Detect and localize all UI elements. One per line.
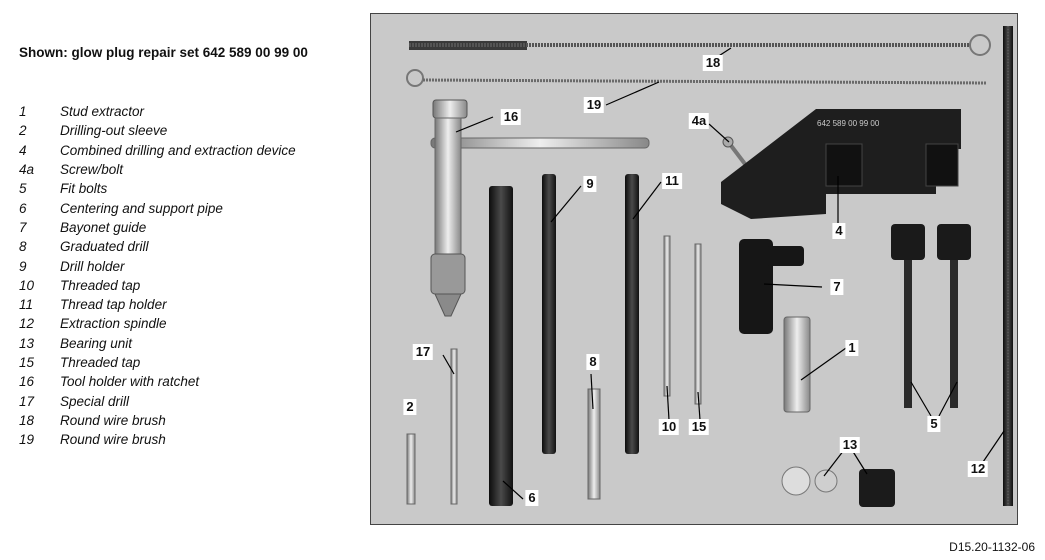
legend-item [19, 121, 296, 140]
drilling-out-sleeve-2 [407, 434, 415, 504]
legend-item [19, 430, 296, 449]
legend-item-label: Bearing unit [60, 335, 133, 351]
stud-extractor-1 [784, 317, 810, 412]
legend-item-label: Threaded tap [60, 355, 141, 370]
round-wire-brush-18 [409, 35, 990, 55]
callout-11: 11 [662, 173, 682, 189]
document-code: D15.20-1132-06 [949, 540, 1035, 554]
legend-item-number: 11 [19, 297, 34, 313]
callout-10: 10 [659, 419, 679, 435]
callout-8: 8 [586, 354, 599, 370]
part-stamp: 642 589 00 99 00 [817, 119, 880, 128]
legend-item [19, 198, 296, 217]
legend-item-label: Graduated drill [60, 239, 149, 255]
legend-item-label: Drill holder [60, 258, 125, 274]
legend-item [19, 256, 296, 275]
threaded-tap-15 [695, 244, 701, 404]
legend-item [19, 102, 296, 121]
legend-item-number: 10 [19, 277, 35, 293]
callout-9: 9 [583, 176, 596, 192]
legend-item-label: Round wire brush [60, 412, 166, 428]
legend-item-number: 6 [19, 200, 27, 216]
legend-item [19, 391, 296, 410]
legend-item-number: 1 [19, 104, 27, 120]
legend-item [19, 372, 296, 391]
tool-set-photo [370, 13, 1018, 525]
callout-16: 16 [501, 109, 521, 125]
legend-item [19, 411, 296, 430]
legend-item-number: 15 [19, 355, 35, 370]
tool-holder-with-ratchet-16 [431, 100, 649, 316]
legend-item [19, 334, 296, 353]
legend-list [19, 102, 296, 449]
legend-item-label: Centering and support pipe [60, 200, 223, 216]
bearing-unit-13 [782, 467, 895, 507]
centering-support-pipe-6 [489, 186, 513, 506]
legend-item-number: 16 [19, 374, 35, 390]
legend-title: Shown: glow plug repair set 642 589 00 99 00 [19, 45, 308, 60]
legend-item [19, 314, 296, 333]
callout-2: 2 [403, 399, 416, 415]
legend-item-number: 18 [19, 412, 35, 428]
combined-drilling-extraction-device-4 [721, 109, 961, 219]
callout-18: 18 [703, 55, 723, 71]
tool-set-illustration [371, 14, 1017, 524]
callout-4a: 4a [689, 113, 709, 129]
screw-bolt-4a [723, 137, 745, 164]
fit-bolts-5 [891, 224, 971, 408]
drill-holder-9 [542, 174, 556, 454]
graduated-drill-8 [588, 389, 600, 499]
legend-item [19, 237, 296, 256]
legend-item-label: Fit bolts [60, 181, 108, 197]
thread-tap-holder-11 [625, 174, 639, 454]
legend-item-label: Screw/bolt [60, 162, 124, 178]
legend-item [19, 218, 296, 237]
legend-item-label: Tool holder with ratchet [60, 374, 200, 390]
callout-12: 12 [968, 461, 988, 477]
legend-item-number: 8 [19, 239, 27, 255]
legend-item [19, 160, 296, 179]
callout-13: 13 [840, 437, 860, 453]
callout-19: 19 [584, 97, 604, 113]
callout-6: 6 [525, 490, 538, 506]
legend-item-label: Thread tap holder [60, 297, 167, 313]
callout-7: 7 [830, 279, 843, 295]
legend-item-number: 7 [19, 219, 27, 235]
legend-item-label: Threaded tap [60, 277, 141, 293]
threaded-tap-10 [664, 236, 670, 396]
legend-item-label: Special drill [60, 393, 130, 409]
legend-item-number: 12 [19, 316, 35, 332]
legend-item-number: 4 [19, 142, 27, 158]
legend-item [19, 141, 296, 160]
legend-item [19, 353, 296, 372]
legend-item-number: 5 [19, 181, 27, 197]
callout-1: 1 [845, 340, 858, 356]
legend-item-number: 19 [19, 432, 35, 448]
legend-item [19, 295, 296, 314]
legend-item-number: 9 [19, 258, 27, 274]
legend-item-number: 4a [19, 162, 35, 178]
legend-item-label: Bayonet guide [60, 219, 147, 235]
legend-item-label: Extraction spindle [60, 316, 167, 332]
extraction-spindle-12 [1003, 26, 1013, 506]
legend-item-label: Stud extractor [60, 104, 145, 120]
callout-15: 15 [689, 419, 709, 435]
legend-item [19, 179, 296, 198]
legend-item-label: Round wire brush [60, 432, 166, 448]
legend-item-number: 2 [19, 123, 27, 139]
special-drill-17 [451, 349, 457, 504]
legend-item-number: 13 [19, 335, 35, 351]
legend-item-label: Combined drilling and extraction device [60, 142, 296, 158]
legend-item-number: 17 [19, 393, 35, 409]
round-wire-brush-19 [407, 70, 986, 86]
legend-item [19, 276, 296, 295]
callout-4: 4 [832, 223, 845, 239]
legend-item-label: Drilling-out sleeve [60, 123, 168, 139]
callout-5: 5 [927, 416, 940, 432]
callout-17: 17 [413, 344, 433, 360]
